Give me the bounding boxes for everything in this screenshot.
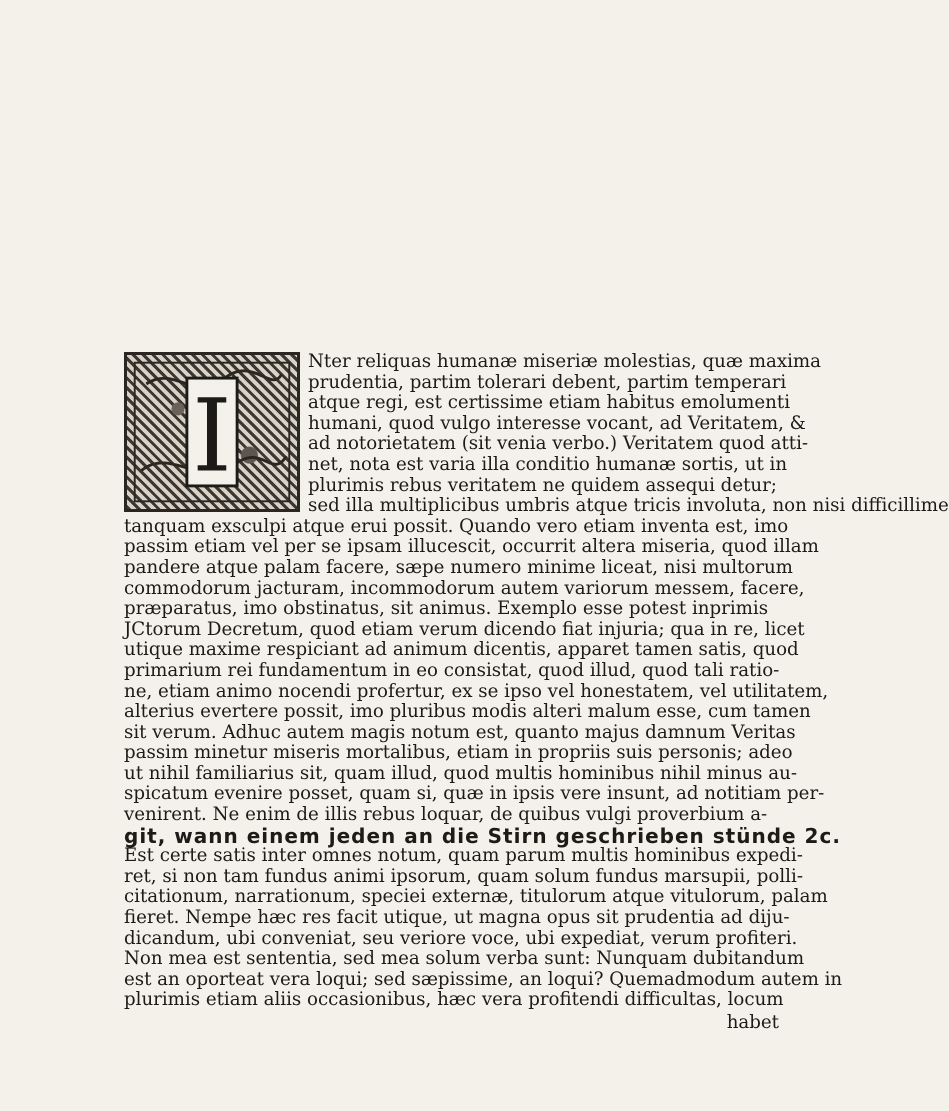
text-line: pandere atque palam facere, sæpe numero minime liceat, nisi multorum — [124, 556, 793, 578]
text-line: ne, etiam animo nocendi profertur, ex se ipso vel honestatem, vel utilitatem, — [124, 680, 829, 702]
text-line: spicatum evenire posset, quam si, quæ in ipsis vere insunt, ad notitiam per- — [124, 783, 825, 805]
decorated-initial-letter — [124, 352, 300, 512]
text-line: est an oporteat vera loqui; sed sæpissime, an loqui? Quemadmodum autem in — [124, 968, 843, 990]
text-line: ret, si non tam fundus animi ipsorum, quam solum fundus marsupii, polli- — [124, 865, 803, 887]
text-line: tanquam exsculpi atque erui possit. Quando vero etiam inventa est, imo — [124, 515, 789, 537]
text-line: humani, quod vulgo interesse vocant, ad Veritatem, & — [308, 412, 806, 434]
text-line: ut nihil familiarius sit, quam illud, quod multis hominibus nihil minus au- — [124, 762, 797, 784]
initial-glyph: I — [192, 377, 232, 495]
text-line: net, nota est varia illa conditio humanæ sortis, ut in — [308, 453, 788, 475]
text-line: dicandum, ubi conveniat, seu veriore voce, ubi expediat, verum profiteri. — [124, 927, 798, 949]
text-line: alterius evertere possit, imo pluribus modis alteri malum esse, cum tamen — [124, 701, 811, 723]
text-line: passim minetur miseris mortalibus, etiam in propriis suis personis; adeo — [124, 742, 793, 764]
text-line: præparatus, imo obstinatus, sit animus. Exemplo esse potest inprimis — [124, 598, 769, 620]
text-line: sit verum. Adhuc autem magis notum est, quanto majus damnum Veritas — [124, 721, 796, 743]
text-line: plurimis rebus veritatem ne quidem assequi detur; — [308, 474, 777, 496]
text-line: utique maxime respiciant ad animum dicentis, apparet tamen satis, quod — [124, 639, 799, 661]
text-line: ad notorietatem (sit venia verbo.) Veritatem quod atti- — [308, 433, 809, 455]
text-line: plurimis etiam aliis occasionibus, hæc vera profitendi difficultas, locum — [124, 989, 784, 1011]
text-line: git, wann einem jeden an die Stirn geschrieben stünde 2c. — [124, 823, 841, 848]
text-line: primarium rei fundamentum in eo consistat, quod illud, quod tali ratio- — [124, 659, 780, 681]
text-line: commodorum jacturam, incommodorum autem variorum messem, facere, — [124, 577, 805, 599]
text-line: Est certe satis inter omnes notum, quam parum multis hominibus expedi- — [124, 845, 803, 867]
body-text — [124, 351, 949, 1092]
text-line: sed illa multiplicibus umbris atque tricis involuta, non nisi difficillime — [308, 495, 949, 517]
text-line: passim etiam vel per se ipsam illucescit, occurrit altera miseria, quod illam — [124, 536, 819, 558]
text-line: Nter reliquas humanæ miseriæ molestias, quæ maxima — [308, 351, 821, 372]
text-line: venirent. Ne enim de illis rebus loquar, de quibus vulgi proverbium a- — [124, 804, 768, 826]
text-line: Non mea est sententia, sed mea solum verba sunt: Nunquam dubitandum — [124, 948, 805, 970]
catchword: habet — [726, 1012, 779, 1033]
text-line: atque regi, est certissime etiam habitus emolumenti — [308, 392, 791, 414]
text-line: fieret. Nempe hæc res facit utique, ut magna opus sit prudentia ad diju- — [124, 907, 790, 929]
text-line: JCtorum Decretum, quod etiam verum dicendo fiat injuria; qua in re, licet — [124, 618, 805, 640]
text-line: citationum, narrationum, speciei externæ, titulorum atque vitulorum, palam — [124, 886, 828, 908]
text-line: prudentia, partim tolerari debent, partim temperari — [308, 371, 787, 393]
